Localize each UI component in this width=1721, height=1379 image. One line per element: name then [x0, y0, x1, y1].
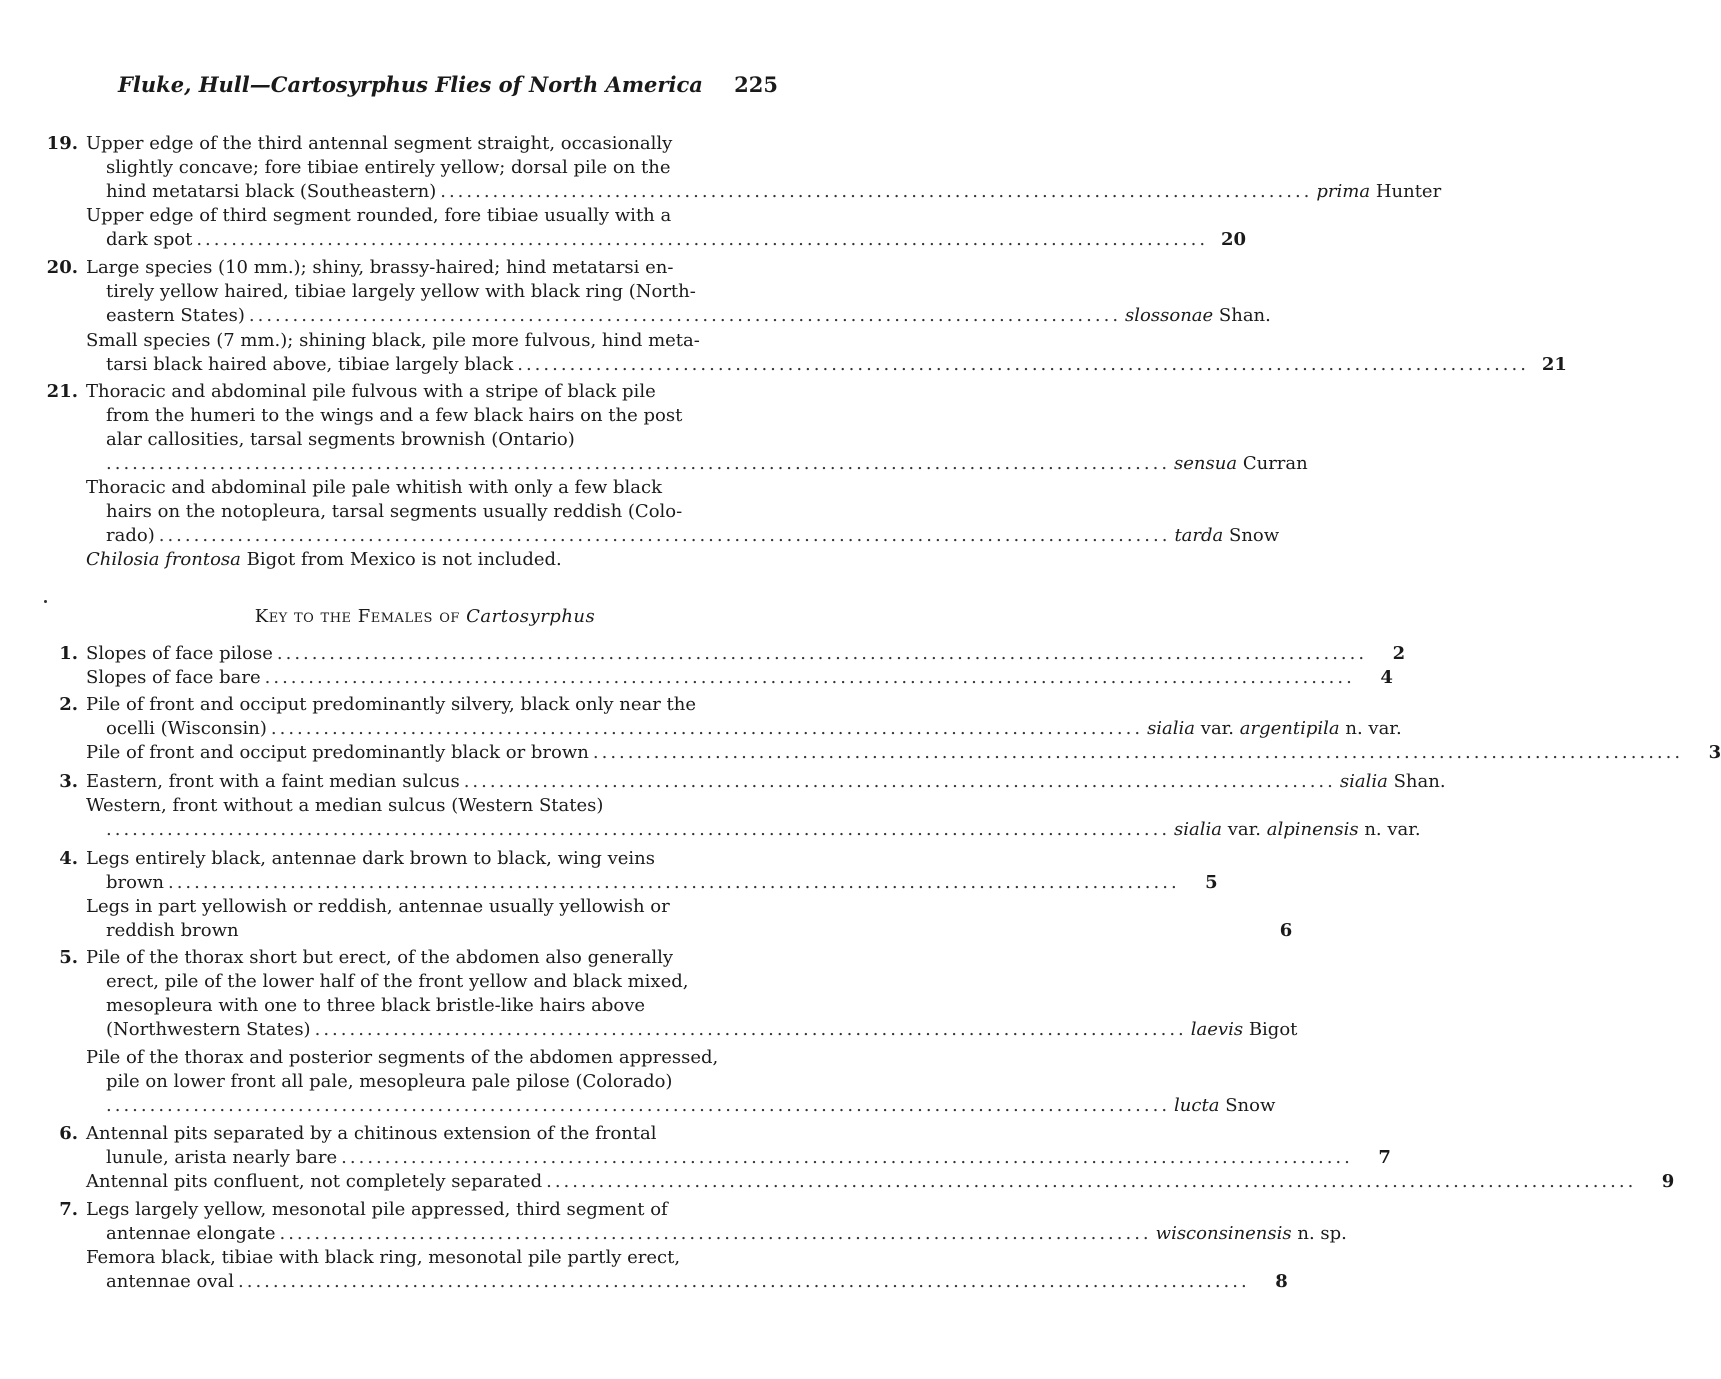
author: Shan.: [1218, 305, 1271, 326]
couplet-ref: 20: [1220, 229, 1247, 250]
couplet-ref: 6: [1279, 920, 1293, 941]
couplet-line: eastern States) .................................................................................................... slossonae Shan.: [106, 305, 1271, 326]
leader-dots: ....................................................................................................................: [238, 1271, 1250, 1292]
couplet-line: Upper edge of the third antennal segment straight, occasionally: [86, 133, 673, 154]
author: n. var.: [1345, 718, 1402, 739]
couplet-line: pile on lower front all pale, mesopleura pale pilose (Colorado): [106, 1071, 673, 1092]
leader-dots: ....................................................................................................: [248, 305, 1122, 326]
couplet-line: tarsi black haired above, tibiae largely black .................................................................................................................... 21: [106, 354, 1567, 375]
species-name: sialia: [1147, 718, 1196, 739]
leader-dots: ....................................................................................................: [270, 718, 1144, 739]
author: Curran: [1242, 453, 1308, 474]
couplet-line: mesopleura with one to three black bristle-like hairs above: [106, 995, 646, 1016]
couplet-ref: 7: [1378, 1147, 1391, 1168]
couplet-number: 3.: [59, 771, 78, 792]
couplet-ref: 4: [1380, 667, 1393, 688]
leader-dots: ....................................................................................................: [440, 181, 1313, 202]
leader-dots: ....................................................................................................................: [517, 354, 1529, 375]
leader-dots: .............................................................................................................................: [592, 742, 1684, 763]
couplet-number: 7.: [59, 1199, 78, 1220]
couplet-line: Pile of front and occiput predominantly silvery, black only near the: [86, 694, 697, 715]
leader-dots: .............................................................................................................................: [276, 643, 1368, 664]
couplet-line: erect, pile of the lower half of the front yellow and black mixed,: [106, 971, 689, 992]
species-name: lucta: [1174, 1095, 1220, 1116]
couplet-line: Slopes of face pilose ............................................................................................................................. 2: [86, 643, 1406, 664]
couplet-line: Large species (10 mm.); shiny, brassy-haired; hind metatarsi en-: [86, 257, 674, 278]
species-name: prima: [1316, 181, 1371, 202]
couplet-line: alar callosities, tarsal segments brownish (Ontario): [106, 429, 575, 450]
couplet-line: Femora black, tibiae with black ring, mesonotal pile partly erect,: [86, 1247, 681, 1268]
couplet-line: Small species (7 mm.); shining black, pile more fulvous, hind meta-: [86, 330, 700, 351]
running-header: [118, 72, 778, 106]
couplet-line: slightly concave; fore tibiae entirely yellow; dorsal pile on the: [106, 157, 671, 178]
couplet-line: from the humeri to the wings and a few black hairs on the post: [106, 405, 683, 426]
couplet-line: Western, front without a median sulcus (Western States): [86, 795, 604, 816]
couplet-line: rado) .................................................................................................................... tarda Snow: [106, 525, 1280, 546]
couplet-number: 6.: [59, 1123, 78, 1144]
species-name: slossonae: [1125, 305, 1214, 326]
couplet-ref: 5: [1205, 872, 1218, 893]
couplet-line: reddish brown .................................................................................................................... 6: [106, 920, 1293, 941]
couplet-ref: 3: [1708, 742, 1721, 763]
couplet-line: (Northwestern States) .................................................................................................... laevis Bigot: [106, 1019, 1298, 1040]
print-speck: [44, 600, 47, 603]
couplet-line: ocelli (Wisconsin) .................................................................................................... sialia var. argentipila n. var.: [106, 718, 1402, 739]
couplet-number: 2.: [59, 694, 78, 715]
leader-dots: ..........................................................................................................................: [106, 1095, 1171, 1116]
leader-dots: ....................................................................................................: [314, 1019, 1187, 1040]
author: Shan.: [1393, 771, 1446, 792]
couplet-number: 1.: [59, 643, 78, 664]
couplet-line: brown .................................................................................................................... 5: [106, 872, 1218, 893]
couplet-line: Pile of the thorax and posterior segments of the abdomen appressed,: [86, 1047, 719, 1068]
couplet-line: Thoracic and abdominal pile fulvous with a stripe of black pile: [86, 381, 656, 402]
species-name: sensua: [1174, 453, 1238, 474]
leader-dots: .............................................................................................................................: [264, 667, 1355, 688]
couplet-line: Antennal pits confluent, not completely separated ............................................................................................................................. 9: [86, 1171, 1675, 1192]
couplet-line: dark spot .................................................................................................................... 20: [106, 229, 1247, 250]
couplet-line: [106, 1095, 1276, 1116]
page-number: 225: [734, 72, 778, 97]
couplet-number: 5.: [59, 947, 78, 968]
species-name: laevis: [1190, 1019, 1244, 1040]
author: Hunter: [1375, 181, 1442, 202]
couplet-line: Upper edge of third segment rounded, fore tibiae usually with a: [86, 205, 672, 226]
couplet-line: antennae elongate .................................................................................................... wisconsinensis n. sp.: [106, 1223, 1347, 1244]
species-name: Chilosia frontosa: [86, 549, 241, 570]
couplet-line: hind metatarsi black (Southeastern) .................................................................................................... prima Hunter: [106, 181, 1442, 202]
species-name: sialia: [1339, 771, 1388, 792]
leader-dots: ..........................................................................................................................: [106, 819, 1171, 840]
couplet-line: lunule, arista nearly bare .................................................................................................................... 7: [106, 1147, 1391, 1168]
couplet-line: Antennal pits separated by a chitinous extension of the frontal: [86, 1123, 657, 1144]
couplet-ref: 8: [1275, 1271, 1288, 1292]
leader-dots: ....................................................................................................: [463, 771, 1336, 792]
couplet-number: 21.: [46, 381, 78, 402]
section-heading: Key to the Females of Cartosyrphus: [254, 606, 596, 627]
couplet-line: Legs entirely black, antennae dark brown to black, wing veins: [86, 848, 655, 869]
leader-dots: ....................................................................................................: [279, 1223, 1152, 1244]
author: Snow: [1229, 525, 1280, 546]
couplet-ref: 21: [1541, 354, 1567, 375]
couplet-line: antennae oval .................................................................................................................... 8: [106, 1271, 1288, 1292]
couplet-number: 4.: [59, 848, 78, 869]
couplet-line: Pile of the thorax short but erect, of the abdomen also generally: [86, 947, 674, 968]
couplet-ref: 9: [1661, 1171, 1675, 1192]
species-name: tarda: [1174, 525, 1224, 546]
couplet-line: [106, 453, 1308, 474]
couplet-line: Legs in part yellowish or reddish, antennae usually yellowish or: [86, 896, 670, 917]
couplet-line: hairs on the notopleura, tarsal segments usually reddish (Colo-: [106, 501, 683, 522]
leader-dots: ....................................................................................................................: [167, 872, 1180, 893]
couplet-line: tirely yellow haired, tibiae largely yellow with black ring (North-: [106, 281, 696, 302]
couplet-line: Legs largely yellow, mesonotal pile appressed, third segment of: [86, 1199, 668, 1220]
species-name: wisconsinensis: [1155, 1223, 1292, 1244]
couplet-line: Eastern, front with a faint median sulcus .................................................................................................... sialia Shan.: [86, 771, 1446, 792]
variety-name: alpinensis: [1266, 819, 1359, 840]
author: n. sp.: [1297, 1223, 1347, 1244]
variety-name: argentipila: [1239, 718, 1340, 739]
author: Bigot: [1248, 1019, 1298, 1040]
leader-dots: ..........................................................................................................................: [106, 453, 1171, 474]
couplet-line: Thoracic and abdominal pile pale whitish with only a few black: [86, 477, 662, 498]
couplet-ref: 2: [1392, 643, 1406, 664]
running-title: Fluke, Hull—Cartosyrphus Flies of North America: [118, 72, 703, 97]
leader-dots: ....................................................................................................................: [242, 920, 1255, 941]
couplet-line: .......................................................................................................................... sialia var. alpinensis n. var.: [106, 819, 1421, 840]
couplet-number: 20.: [46, 257, 78, 278]
leader-dots: ....................................................................................................................: [196, 229, 1209, 250]
species-name: sialia: [1174, 819, 1223, 840]
couplet-number: 19.: [46, 133, 78, 154]
key-note: Chilosia frontosa Bigot from Mexico is not included.: [86, 549, 562, 570]
author: Snow: [1225, 1095, 1276, 1116]
leader-dots: ....................................................................................................................: [158, 525, 1171, 546]
author: n. var.: [1364, 819, 1421, 840]
leader-dots: ....................................................................................................................: [341, 1147, 1353, 1168]
couplet-line: Slopes of face bare ............................................................................................................................. 4: [86, 667, 1393, 688]
couplet-line: Pile of front and occiput predominantly black or brown ............................................................................................................................. 3: [86, 742, 1721, 763]
leader-dots: .............................................................................................................................: [546, 1171, 1637, 1192]
